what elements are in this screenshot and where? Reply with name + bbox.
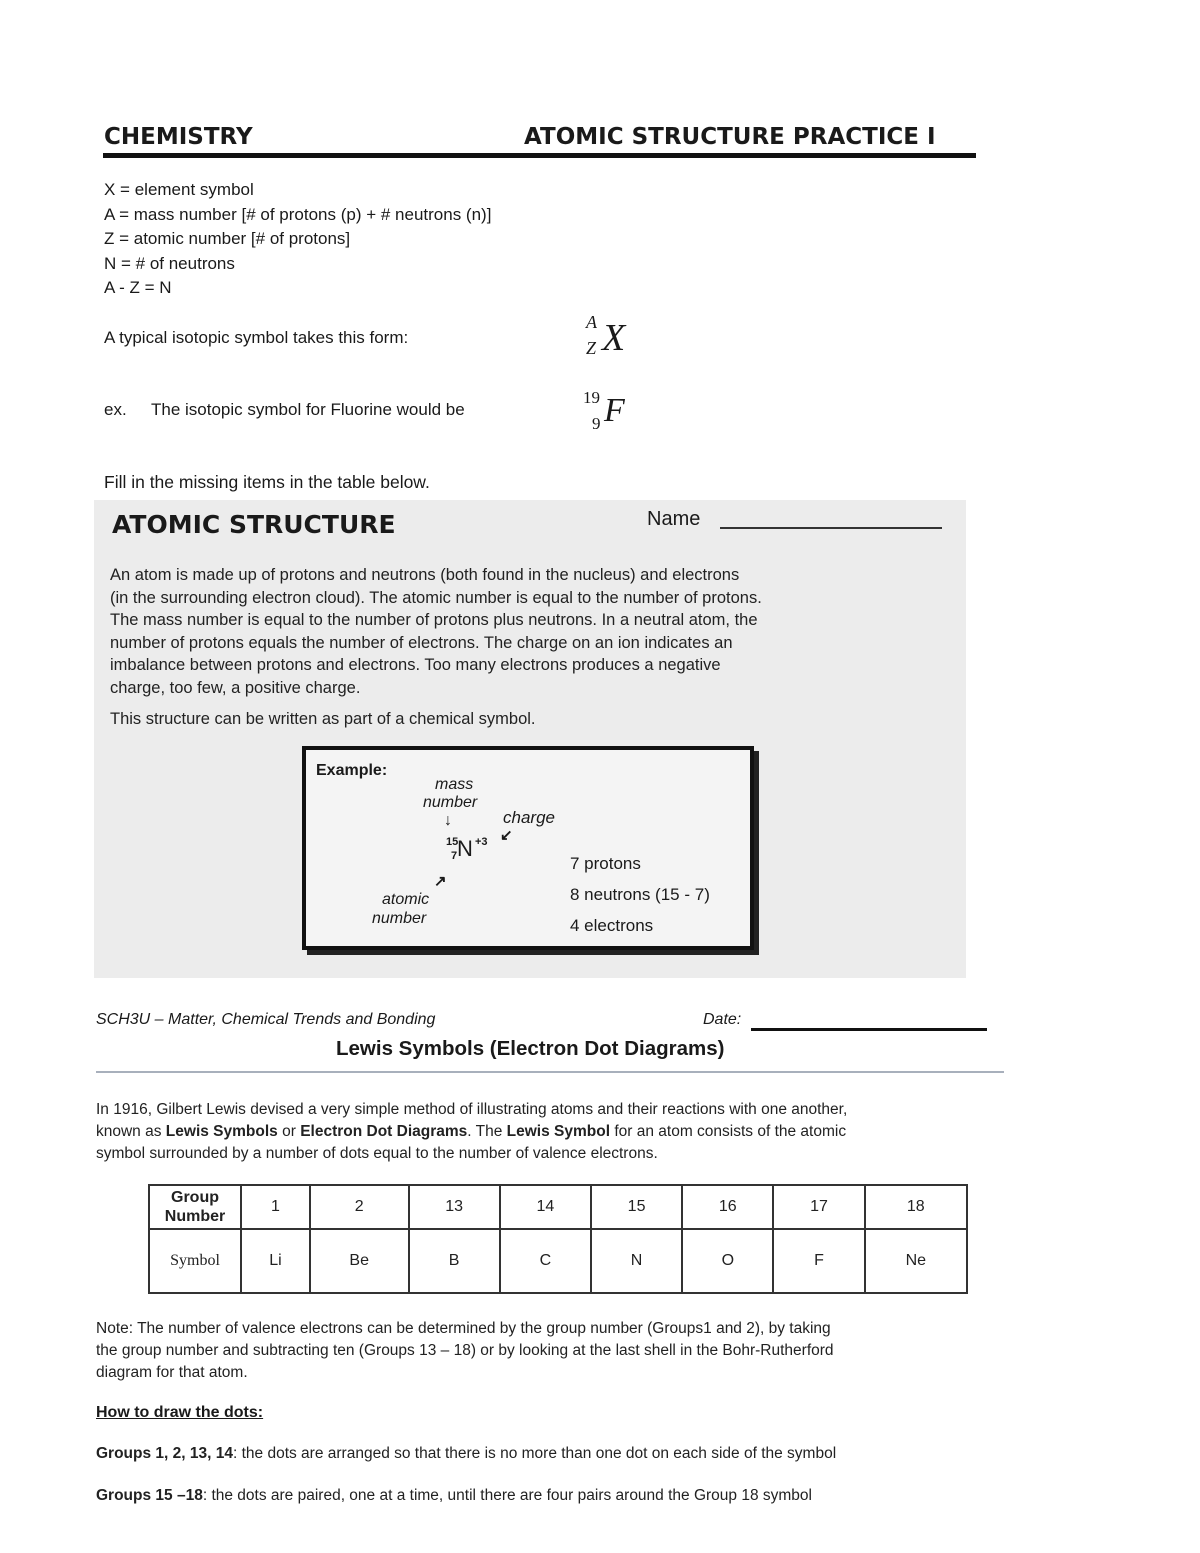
atomic-arrow-icon: ↗ [434,873,447,890]
symbol-cell: Ne [865,1229,967,1293]
table-row [149,1229,967,1293]
symbol-cell: Li [241,1229,310,1293]
down-arrow-icon: ↓ [444,812,452,829]
header-line: Number [164,1208,226,1225]
example-box [302,746,754,950]
group-cell: 15 [591,1185,682,1229]
symbol-cell: Be [310,1229,409,1293]
symbol-cell: B [409,1229,500,1293]
note-line: the group number and subtracting ten (Groups 13 – 18) or by looking at the last shell in the Bohr-Rutherford [96,1342,834,1359]
dot-rule-1 [96,1445,836,1463]
symbol-cell: N [591,1229,682,1293]
typical-mass-number: A [586,312,597,332]
definition-line: X = element symbol [104,180,254,199]
definitions-list [104,178,491,301]
course-title: SCH3U – Matter, Chemical Trends and Bonding [96,1011,436,1028]
ion-atomic-number: 7 [451,850,458,862]
intro-bold: Lewis Symbols [165,1123,278,1140]
how-to-heading: How to draw the dots: [96,1404,264,1421]
definition-line: A = mass number [# of protons (p) + # neutrons (n)] [104,204,492,224]
group-cell: 1 [241,1185,310,1229]
rule-groups: Groups 1, 2, 13, 14 [96,1445,233,1462]
worksheet-title: ATOMIC STRUCTURE PRACTICE I [524,124,936,150]
paragraph-line: (in the surrounding electron cloud). The atomic number is equal to the number of protons. [110,588,762,607]
atomic-label-line: number [372,910,427,927]
rule-groups: Groups 15 –18 [96,1487,203,1504]
symbol-cell: O [682,1229,773,1293]
name-field[interactable] [720,526,942,529]
intro-text: or [277,1123,301,1140]
group-cell: 14 [500,1185,591,1229]
charge-arrow-icon: ↙ [500,827,513,844]
example-facts [570,848,710,941]
intro-text: known as [96,1123,166,1140]
symbol-cell: F [773,1229,864,1293]
fluorine-element-symbol: F [604,392,625,429]
typical-isotope-symbol [580,310,660,370]
lewis-title: Lewis Symbols (Electron Dot Diagrams) [336,1037,725,1060]
rule-text: : the dots are arranged so that there is no more than one dot on each side of the symbol [232,1445,837,1462]
fluorine-isotope-symbol [580,384,660,444]
fact-line: 4 electrons [570,916,654,935]
intro-text: . The [467,1123,507,1140]
group-cell: 2 [310,1185,409,1229]
charge-label: charge [503,808,555,827]
definition-line: A - Z = N [104,278,172,297]
note-line: diagram for that atom. [96,1364,248,1381]
example-label: Example: [316,762,388,779]
fact-line: 7 protons [570,854,641,873]
note-line: Note: The number of valence electrons can be determined by the group number (Groups1 and 2), by taking [96,1320,831,1337]
atomic-number-label [372,890,429,928]
lewis-title-rule [96,1071,1004,1073]
header-rule [103,153,976,158]
atomic-structure-section [94,500,966,978]
example-prefix: ex. [104,400,127,419]
group-cell: 18 [865,1185,967,1229]
intro-line [96,1121,847,1143]
fluorine-mass-number: 19 [583,388,600,407]
subject-title: CHEMISTRY [104,124,253,150]
atomic-structure-paragraph [110,564,762,699]
intro-bold: Electron Dot Diagrams [300,1123,468,1140]
intro-bold: Lewis Symbol [506,1123,611,1140]
symbol-cell: C [500,1229,591,1293]
dot-rule-2 [96,1487,812,1505]
atomic-structure-title: ATOMIC STRUCTURE [112,510,396,539]
paragraph-line: charge, too few, a positive charge. [110,678,361,697]
paragraph-line: An atom is made up of protons and neutrons (both found in the nucleus) and electrons [110,566,740,584]
ion-mass-number: 15 [446,836,459,848]
date-field[interactable] [751,1027,987,1031]
atomic-label-line: atomic [382,891,430,908]
paragraph-line: number of protons equals the number of electrons. The charge on an ion indicates an [110,633,733,652]
fill-instruction: Fill in the missing items in the table below. [104,472,430,492]
intro-text: for an atom consists of the atomic [610,1123,847,1140]
mass-label-line: mass [435,776,474,793]
ion-element-symbol: N [457,836,473,861]
symbol-header: Symbol [149,1229,241,1293]
ion-charge: +3 [475,836,488,848]
valence-note [96,1318,834,1384]
nitrogen-ion-symbol [446,834,516,874]
typical-atomic-number: Z [586,338,597,358]
mass-label-line: number [423,794,478,811]
header-line: Group [171,1189,219,1206]
paragraph-line: imbalance between protons and electrons. Too many electrons produces a negative [110,656,721,674]
group-number-header [149,1185,241,1229]
intro-line: In 1916, Gilbert Lewis devised a very simple method of illustrating atoms and their reactions with one another, [96,1101,848,1118]
structure-line: This structure can be written as part of a chemical symbol. [110,710,536,728]
definition-line: Z = atomic number [# of protons] [104,229,351,248]
table-row [149,1185,967,1229]
typical-element-symbol: X [602,317,626,359]
fluorine-atomic-number: 9 [592,414,601,433]
typical-form-text: A typical isotopic symbol takes this form: [104,328,409,347]
mass-number-label [423,776,478,812]
group-cell: 13 [409,1185,500,1229]
date-label: Date: [703,1011,742,1028]
fluorine-example-text: The isotopic symbol for Fluorine would be [151,400,465,419]
intro-line: symbol surrounded by a number of dots equal to the number of valence electrons. [96,1145,658,1162]
group-cell: 17 [773,1185,864,1229]
name-label: Name [647,508,701,530]
definition-line: N = # of neutrons [104,253,235,273]
rule-text: : the dots are paired, one at a time, until there are four pairs around the Group 18 symbol [202,1487,812,1504]
lewis-intro [96,1099,847,1165]
paragraph-line: The mass number is equal to the number of protons plus neutrons. In a neutral atom, the [110,611,758,629]
fact-line: 8 neutrons (15 - 7) [570,885,710,904]
group-cell: 16 [682,1185,773,1229]
lewis-table [148,1184,968,1294]
